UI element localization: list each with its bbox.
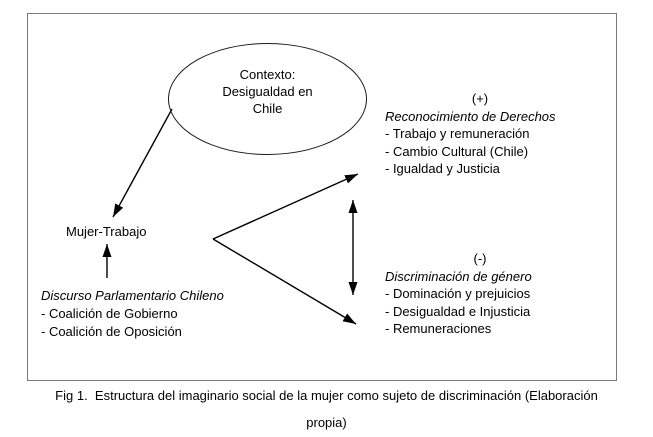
figure-caption-line2: propia) [306,415,347,430]
negative-item: - Desigualdad e Injusticia [385,303,531,319]
figure-caption-line1: Fig 1. Estructura del imaginario social de la mujer como sujeto de discriminación (Elaboración [55,388,598,403]
positive-item: - Igualdad y Justicia [385,161,500,176]
positive-sign: (+) [471,91,489,106]
discurso-title: Discurso Parlamentario Chileno [41,288,224,303]
negative-title: Discriminación de género [385,268,532,284]
discurso-block [41,287,271,341]
discurso-item: - Coalición de Gobierno [41,306,178,321]
arrow-mujer-trabajo-to-positive [213,174,358,239]
context-ellipse-line: Chile [252,100,283,116]
positive-title: Reconocimiento de Derechos [385,108,556,124]
negative-sign: (-) [473,251,487,266]
discurso-item: - Coalición de Oposición [41,324,182,339]
negative-item: - Dominación y prejuicios [385,286,531,301]
positive-item: - Cambio Cultural (Chile) [385,143,529,159]
context-ellipse-line: Desigualdad en [222,83,313,99]
positive-block [385,90,575,178]
positive-item: - Trabajo y remuneración [385,126,530,141]
mujer-trabajo-label: Mujer-Trabajo [66,224,147,239]
arrow-context-to-mujer-trabajo [113,109,172,217]
negative-item: - Remuneraciones [385,321,492,336]
context-ellipse [168,43,367,155]
context-ellipse-line: Contexto: [239,66,296,82]
negative-block [385,250,575,338]
